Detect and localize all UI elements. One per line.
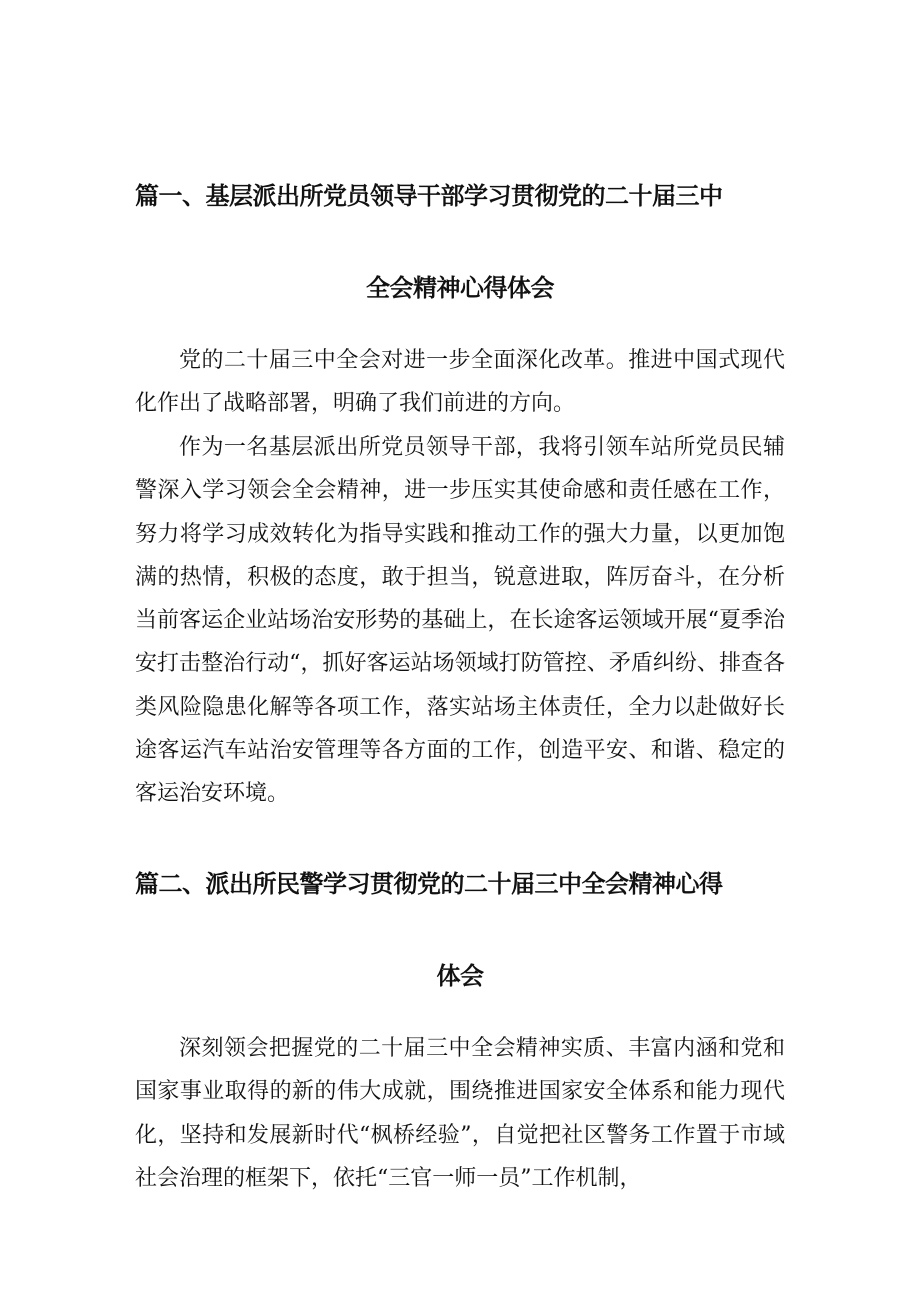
section-1-paragraph-2: 作为一名基层派出所党员领导干部，我将引领车站所党员民辅警深入学习领会全会精神，进一步压实其使命感和责任感在工作，努力将学习成效转化为指导实践和推动工作的强大力量，以更加饱满的热情，积极的态度，敢于担当，锐意进取，阵厉奋斗，在分析当前客运企业站场治安形势的基础上，在长途客运领域开展“夏季治安打击整治行动“，抓好客运站场领域打防管控、矛盾纠纷、排查各类风险隐患化解等各项工作，落实站场主体责任，全力以赴做好长途客运汽车站治安管理等各方面的工作，创造平安、和谐、稳定的客运治安环境。 bbox=[135, 435, 785, 807]
section-title-2 bbox=[135, 838, 785, 1022]
section-title-2-line2: 体会 bbox=[436, 962, 484, 990]
section-1-paragraph-1: 党的二十届三中全会对进一步全面深化改革。推进中国式现代化作出了战略部署，明确了我们前进的方向。 bbox=[135, 348, 785, 417]
section-title-1 bbox=[135, 150, 785, 334]
section-title-1-line2: 全会精神心得体会 bbox=[366, 274, 554, 302]
section-2-paragraph-1: 深刻领会把握党的二十届三中全会精神实质、丰富内涵和党和国家事业取得的新的伟大成就，围绕推进国家安全体系和能力现代化，坚持和发展新时代“枫桥经验”，自觉把社区警务工作置于市域社会治理的框架下，依托“三官一师一员”工作机制， bbox=[135, 1036, 785, 1191]
section-title-1-line1: 篇一、基层派出所党员领导干部学习贯彻党的二十届三中 bbox=[135, 182, 723, 210]
section-title-2-line1: 篇二、派出所民警学习贯彻党的二十届三中全会精神心得 bbox=[135, 870, 723, 898]
